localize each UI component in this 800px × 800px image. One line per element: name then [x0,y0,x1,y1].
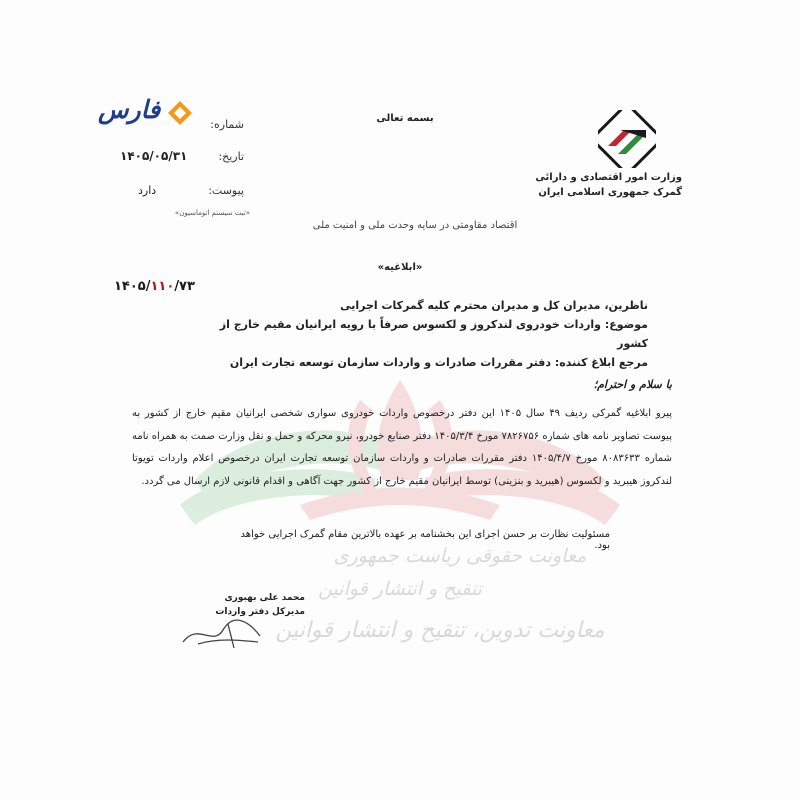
attachment-label: پیوست: [208,184,244,197]
letter-number-suffix: /۷۳ [174,279,195,294]
fars-logo [98,97,208,133]
customs-name: گمرک جمهوری اسلامی ایران [538,187,682,198]
letter-number-highlight: ۱۱۰ [150,279,175,294]
body-paragraph: پیرو ابلاغیه گمرکی ردیف ۴۹ سال ۱۴۰۵ این دفتر درخصوص واردات خودروی سواری شخصی ایرانیان مقیم خارج از کشور به پیوست تصاویر نامه های شماره ۷۸۲۶۷۵۶ مورخ ۱۴۰۵/۳/۴ دفتر صنایع خودرو، نیرو محرکه و حمل و نقل وزارت صمت به همراه نامه شماره ۸۰۸۳۶۳۳ مورخ ۱۴۰۵/۴/۷ دفتر مقررات صادرات و واردات سازمان توسعه تجارت ایران درخصوص اعلام واردات تویوتا لندکروز هیبرید و لکسوس (هیبرید و بنزینی) توسط ایرانیان مقیم خارج از کشور جهت آگاهی و اقدام قانونی لازم ارسال می گردد. [132,408,672,487]
handwritten-signature [178,612,268,652]
fars-logo-icon [166,99,194,127]
issuing-authority-line: مرجع ابلاغ کننده: دفتر مقررات صادرات و واردات سازمان توسعه تجارت ایران [229,356,648,369]
recipients-line: ناظرین، مدیران کل و مدیران محترم کلیه گمرکات اجرایی [340,299,648,312]
signatory-title: مدیرکل دفتر واردات [215,607,305,617]
watermark-line-2: تنقیح و انتشار قوانین [318,578,482,600]
date-label: تاریخ: [218,150,244,163]
recipients-block [188,296,648,372]
motto-line: اقتصاد مقاومتی در سایه وحدت ملی و امنیت ملی [312,220,518,231]
ministry-name: وزارت امور اقتصادی و دارائی [535,172,682,183]
ministry-block [482,170,682,200]
greeting: با سلام و احترام؛ [593,378,672,391]
letter-number [114,279,204,294]
fars-logo-text: فارس [98,95,161,124]
system-note: «ثبت سیستم اتوماسیون» [174,209,250,217]
watermark-line-3: معاونت تدوین، تنقیح و انتشار قوانین [275,618,605,643]
number-label: شماره: [210,118,244,131]
notice-title: «ابلاغیه» [377,262,423,273]
letter-number-prefix: ۱۴۰۵/ [114,279,151,294]
date-value: ۱۴۰۵/۰۵/۳۱ [120,149,188,163]
watermark-line-1: معاونت حقوقی ریاست جمهوری [333,545,587,567]
closing-sentence: مسئولیت نظارت بر حسن اجرای این بخشنامه بر عهده بالاترین مقام گمرک اجرایی خواهد بود. [240,529,610,551]
signatory-name: محمد علی بهبوری [224,593,305,603]
subject-line: موضوع: واردات خودروی لندکروز و لکسوس صرفاً با رویه ایرانیان مقیم خارج از کشور [219,318,648,350]
bismillah-heading: بسمه تعالی [376,113,434,124]
attachment-value: دارد [138,184,157,197]
customs-logo-icon [598,110,656,168]
